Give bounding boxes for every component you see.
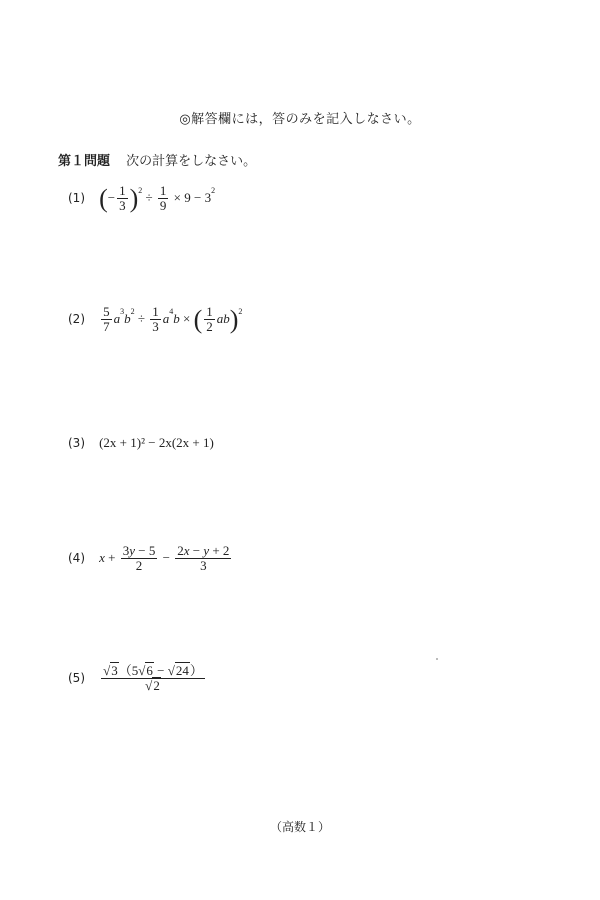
problem-3 [68,432,214,451]
section-label: 第１問題 [58,154,111,169]
section-instruction: 次の計算をしなさい。 [126,154,257,169]
problem-number: (5) [68,670,85,685]
problem-expression: $\frac{√3(5√6 - √24)}{√2}$ [103,663,203,694]
problem-4 [68,544,233,574]
problem-5 [68,664,207,694]
problem-number: (2) [68,311,85,326]
problem-expression: $\frac{5}{7}$ $a^3b^2$ ÷ $\frac{1}{3}$ $a^4b$ × ( $\frac{1}{2}$ ab)$^2$ [103,304,243,335]
problem-2 [68,305,242,335]
problem-number: (1) [68,190,85,205]
page-footer: （高数１） [269,820,330,834]
section-header [58,150,256,169]
problem-1 [68,184,215,214]
problem-number: (3) [68,436,85,450]
stray-mark [436,658,438,660]
problem-expression: (− $\frac{1}{3}$ )$^2$ ÷ $\frac{1}{9}$ × $9 - 3^2$ [99,183,216,214]
problem-expression: (2x + 1)² − 2x(2x + 1) [99,435,214,450]
problem-expression: x + $\frac{3y - 5}{2}$ − $\frac{2x - y + 2}{3}$ [99,543,230,574]
problem-number: (4) [68,550,85,565]
answer-instruction: ◎解答欄には，答のみを記入しなさい。 [179,112,421,127]
